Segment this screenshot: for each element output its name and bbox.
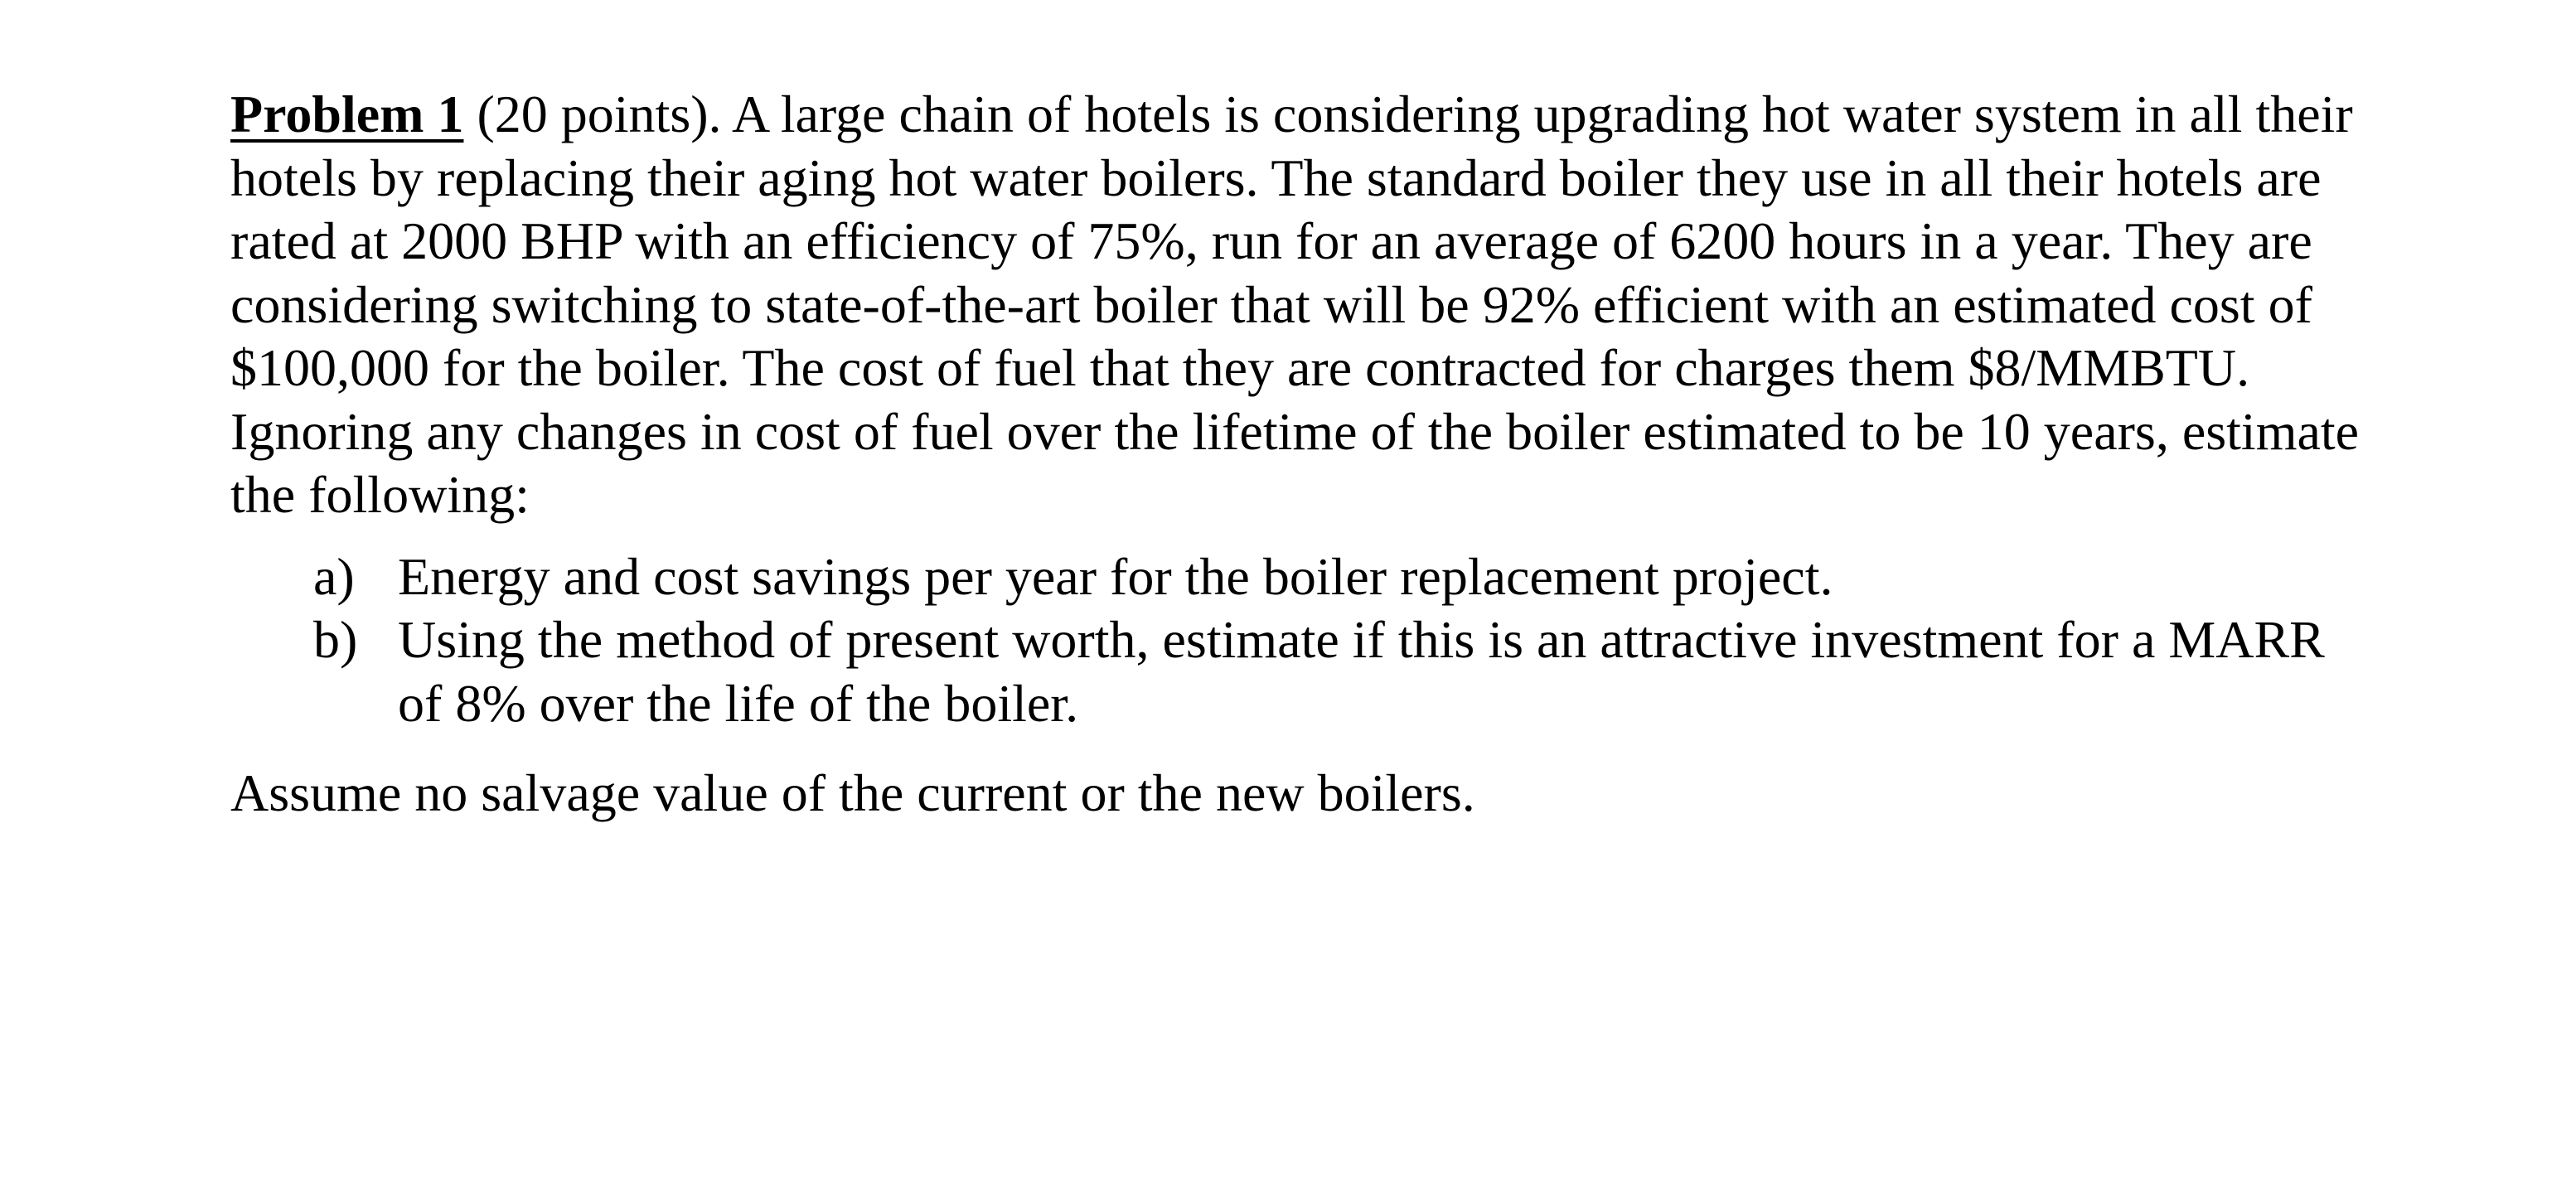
problem-statement — [230, 83, 2369, 527]
question-text-a: Energy and cost savings per year for the boiler replacement project. — [398, 546, 1833, 606]
problem-points: (20 points). — [477, 85, 722, 143]
problem-heading: Problem 1 — [230, 85, 464, 143]
question-item-a — [230, 545, 2369, 609]
question-text-b: Using the method of present worth, estimate if this is an attractive investment for a MARR of 8% over the life of the boiler. — [398, 610, 2325, 733]
closing-assumption: Assume no salvage value of the current or the new boilers. — [230, 763, 1475, 822]
problem-document — [230, 83, 2369, 826]
question-marker-b: b) — [313, 610, 358, 669]
problem-body: A large chain of hotels is considering upgrading hot water system in all their hotels by replacing their aging hot water boilers. The standard boiler they use in all their hotels are rated at 2000 BHP with an efficiency of 75%, run for an average of 6200 hours in a year. They are considering switching to state-of-the-art boiler that will be 92% efficient with an estimated cost of $100,000 for the boiler. The cost of fuel that they are contracted for charges them $8/MMBTU. Ignoring any changes in cost of fuel over the lifetime of the boiler estimated to be 10 years, estimate the following: — [230, 85, 2360, 524]
question-list — [230, 545, 2369, 736]
question-item-b — [230, 608, 2369, 735]
question-marker-a: a) — [313, 546, 355, 606]
